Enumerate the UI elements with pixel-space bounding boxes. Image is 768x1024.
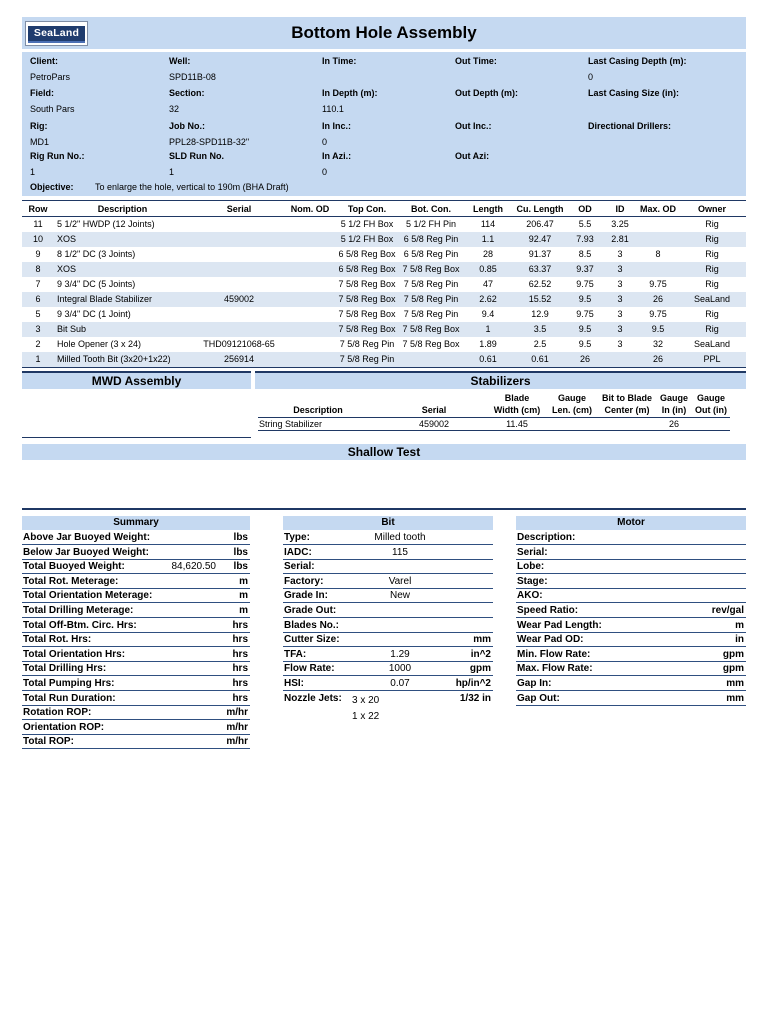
summary-unit: hrs [232, 663, 248, 675]
motor-unit: gpm [722, 648, 744, 660]
nozzle-jets-unit: 1/32 in [459, 692, 491, 704]
field-value: South Pars [30, 104, 75, 114]
section-label: Section: [169, 88, 205, 98]
bha-bottom-rule [22, 367, 746, 368]
bha-cell-max-od: 8 [655, 249, 661, 259]
bha-cell-row-no: 7 [35, 279, 41, 289]
bha-cell-top-con: 5 1/2 FH Box [340, 219, 394, 229]
summary-label: Total Orientation Hrs: [23, 648, 126, 660]
bha-cell-max-od: 26 [652, 354, 663, 364]
bottom-section-rule [22, 508, 746, 510]
motor-unit: in [735, 634, 744, 646]
sld-run-value: 1 [169, 167, 175, 177]
bha-cell-serial: THD09121068-65 [203, 339, 275, 349]
motor-label: Description: [517, 532, 576, 543]
motor-label: Gap In: [517, 678, 552, 689]
stab-col-gauge-len-2: Len. (cm) [551, 405, 592, 415]
summary-label: Total Orientation Meterage: [23, 590, 153, 602]
summary-row-rule [22, 748, 250, 749]
summary-label: Rotation ROP: [23, 707, 92, 719]
bha-cell-owner: Rig [705, 219, 719, 229]
job-no-value: PPL28-SPD11B-32" [169, 137, 250, 147]
summary-label: Total Pumping Hrs: [23, 678, 115, 689]
bha-cell-serial: 256914 [223, 354, 255, 364]
bha-cell-bot-con: 7 5/8 Reg Pin [403, 279, 459, 289]
bha-cell-row-no: 10 [32, 234, 43, 244]
out-depth-label: Out Depth (m): [455, 88, 518, 98]
bha-cell-serial: 459002 [223, 294, 255, 304]
bha-cell-top-con: 6 5/8 Reg Box [338, 249, 396, 259]
bha-cell-row-no: 9 [35, 249, 41, 259]
bha-cell-description: 5 1/2" HWDP (12 Joints) [57, 219, 155, 229]
job-no-label: Job No.: [169, 121, 205, 131]
bha-cell-bot-con: 7 5/8 Reg Box [402, 324, 460, 334]
bha-cell-description: 9 3/4" DC (1 Joint) [57, 309, 131, 319]
bha-cell-length: 1 [485, 324, 491, 334]
rig-run-value: 1 [30, 167, 36, 177]
bha-cell-length: 0.61 [479, 354, 497, 364]
bha-cell-bot-con: 7 5/8 Reg Pin [403, 309, 459, 319]
motor-row-rule [516, 588, 746, 589]
bha-top-rule [22, 200, 746, 201]
bha-cell-description: XOS [57, 264, 77, 274]
bha-cell-owner: Rig [705, 309, 719, 319]
motor-label: Lobe: [517, 561, 545, 573]
motor-row-rule [516, 705, 746, 706]
bha-cell-description: 9 3/4" DC (5 Joints) [57, 279, 136, 289]
bha-col-length: Length [473, 204, 503, 214]
bha-cell-max-od: 26 [652, 294, 663, 304]
bha-cell-description: Integral Blade Stabilizer [57, 294, 153, 304]
bit-label: HSI: [284, 678, 304, 689]
bha-cell-top-con: 7 5/8 Reg Box [338, 309, 396, 319]
mwd-bottom-rule [22, 437, 251, 438]
motor-row-rule [516, 544, 746, 545]
motor-label: Wear Pad Length: [517, 619, 602, 631]
bha-cell-od: 9.75 [576, 309, 594, 319]
summary-unit: m [239, 590, 248, 602]
bha-cell-bot-con: 7 5/8 Reg Box [402, 339, 460, 349]
bit-unit: gpm [469, 663, 491, 675]
bha-cell-description: Hole Opener (3 x 24) [57, 339, 142, 349]
bha-col-description: Description [97, 204, 148, 214]
bha-col-top-con: Top Con. [347, 204, 387, 214]
bha-col-nom-od: Nom. OD [290, 204, 330, 214]
bha-cell-description: 8 1/2" DC (3 Joints) [57, 249, 136, 259]
motor-row-rule [516, 573, 746, 574]
motor-label: Min. Flow Rate: [517, 648, 591, 660]
nozzle-jet-value: 1 x 22 [352, 710, 380, 722]
objective-label: Objective: [30, 182, 74, 192]
summary-label: Total Rot. Meterage: [23, 575, 119, 587]
bha-cell-bot-con: 6 5/8 Reg Pin [403, 249, 459, 259]
bha-cell-length: 2.62 [479, 294, 497, 304]
stab-header-rule [258, 417, 730, 418]
summary-unit: m [239, 575, 248, 587]
out-azi-label: Out Azi: [455, 151, 490, 161]
stab-col-serial: Serial [421, 405, 447, 415]
bha-cell-cu-length: 0.61 [531, 354, 549, 364]
bha-cell-owner: PPL [703, 354, 721, 364]
bha-cell-length: 28 [482, 249, 493, 259]
bha-col-owner: Owner [697, 204, 726, 214]
bha-cell-length: 1.1 [481, 234, 495, 244]
bha-cell-id: 3 [617, 309, 623, 319]
bha-col-row: Row [28, 204, 48, 214]
bit-label: Grade In: [284, 590, 328, 602]
client-value: PetroPars [30, 72, 71, 82]
motor-label: Max. Flow Rate: [517, 663, 593, 675]
motor-label: Speed Ratio: [517, 605, 579, 616]
summary-unit: lbs [233, 546, 248, 558]
bha-cell-owner: SeaLand [693, 339, 731, 349]
motor-unit: gpm [722, 663, 744, 675]
rig-value: MD1 [30, 137, 50, 147]
client-label: Client: [30, 56, 58, 66]
summary-label: Above Jar Buoyed Weight: [23, 532, 151, 543]
bha-cell-id: 3 [617, 324, 623, 334]
bha-cell-id: 2.81 [611, 234, 629, 244]
stab-col-gauge-in-1: Gauge [659, 393, 688, 403]
bha-col-id: ID [615, 204, 625, 214]
bha-cell-length: 114 [480, 219, 496, 229]
motor-unit: mm [726, 692, 744, 704]
stabilizers-header: Stabilizers [255, 373, 746, 389]
bha-cell-od: 9.5 [578, 294, 592, 304]
bha-col-bot-con: Bot. Con. [411, 204, 451, 214]
summary-unit: lbs [233, 532, 248, 543]
last-casing-depth-label: Last Casing Depth (m): [588, 56, 687, 66]
bha-cell-od: 9.5 [578, 324, 592, 334]
bha-cell-od: 7.93 [576, 234, 594, 244]
bha-cell-length: 0.85 [479, 264, 497, 274]
bha-cell-top-con: 7 5/8 Reg Box [338, 279, 396, 289]
bha-cell-cu-length: 2.5 [533, 339, 547, 349]
bha-cell-cu-length: 206.47 [526, 219, 554, 229]
bit-label: IADC: [284, 546, 312, 558]
bha-cell-od: 9.37 [576, 264, 594, 274]
bit-value: 1.29 [390, 648, 410, 660]
stab-col-blade-2: Width (cm) [493, 405, 541, 415]
bha-cell-row-no: 2 [35, 339, 41, 349]
summary-unit: hrs [232, 678, 248, 689]
bha-cell-length: 1.89 [479, 339, 497, 349]
sld-run-label: SLD Run No. [169, 151, 224, 161]
objective-value: To enlarge the hole, vertical to 190m (BHA Draft) [95, 182, 289, 192]
stab-col-gauge-out-2: Out (in) [695, 405, 727, 415]
bha-col-serial: Serial [226, 204, 252, 214]
bha-col-od: OD [578, 204, 592, 214]
bha-cell-bot-con: 7 5/8 Reg Box [402, 264, 460, 274]
bit-value: Varel [388, 575, 412, 587]
bit-label: Type: [284, 532, 310, 543]
bha-cell-owner: SeaLand [693, 294, 731, 304]
bha-cell-cu-length: 62.52 [528, 279, 552, 289]
bit-value: 1000 [388, 663, 412, 675]
bha-cell-owner: Rig [705, 249, 719, 259]
page-title: Bottom Hole Assembly [291, 23, 477, 42]
stab-row-gauge-in: 26 [668, 419, 679, 429]
bha-cell-od: 5.5 [578, 219, 592, 229]
bha-cell-top-con: 7 5/8 Reg Box [338, 294, 396, 304]
summary-label: Total Off-Btm. Circ. Hrs: [23, 619, 137, 631]
bha-cell-owner: Rig [705, 264, 719, 274]
shallow-test-header: Shallow Test [22, 444, 746, 460]
summary-label: Total Drilling Hrs: [23, 663, 107, 675]
summary-label: Total ROP: [23, 736, 74, 748]
summary-label: Orientation ROP: [23, 721, 105, 733]
stab-col-gauge-out-1: Gauge [696, 393, 725, 403]
bha-cell-cu-length: 15.52 [528, 294, 552, 304]
motor-header: Motor [516, 516, 746, 530]
bha-cell-owner: Rig [705, 234, 719, 244]
bha-cell-id: 3 [617, 249, 623, 259]
bit-value: 0.07 [390, 678, 410, 689]
in-azi-value: 0 [322, 167, 328, 177]
bit-unit: hp/in^2 [455, 678, 491, 689]
bha-cell-top-con: 5 1/2 FH Box [340, 234, 394, 244]
motor-unit: rev/gal [711, 605, 744, 616]
bha-cell-row-no: 6 [35, 294, 41, 304]
bha-cell-id: 3.25 [611, 219, 629, 229]
bha-cell-row-no: 5 [35, 309, 41, 319]
bha-cell-od: 26 [579, 354, 590, 364]
last-casing-depth-value: 0 [588, 72, 594, 82]
summary-label: Total Drilling Meterage: [23, 605, 134, 616]
bha-cell-description: XOS [57, 234, 77, 244]
bha-cell-od: 8.5 [578, 249, 592, 259]
bit-label: Cutter Size: [284, 634, 340, 646]
summary-unit: m/hr [226, 707, 248, 719]
bha-cell-od: 9.75 [576, 279, 594, 289]
summary-unit: hrs [232, 692, 248, 704]
bit-label: TFA: [284, 648, 307, 660]
summary-unit: m/hr [226, 736, 248, 748]
bha-cell-row-no: 8 [35, 264, 41, 274]
bha-col-max-od: Max. OD [639, 204, 676, 214]
bha-cell-top-con: 7 5/8 Reg Pin [339, 354, 395, 364]
bha-cell-length: 47 [482, 279, 493, 289]
bha-cell-id: 3 [617, 294, 623, 304]
bha-cell-owner: Rig [705, 279, 719, 289]
bit-label: Serial: [284, 561, 315, 573]
bha-col-cu-length: Cu. Length [516, 204, 564, 214]
summary-unit: hrs [232, 648, 248, 660]
motor-row-rule [516, 559, 746, 560]
bha-cell-max-od: 9.5 [651, 324, 665, 334]
well-label: Well: [169, 56, 191, 66]
bha-cell-cu-length: 12.9 [531, 309, 549, 319]
summary-unit: lbs [233, 561, 248, 573]
rig-run-label: Rig Run No.: [30, 151, 85, 161]
bha-cell-row-no: 3 [35, 324, 41, 334]
stab-col-bit-to-blade-1: Bit to Blade [601, 393, 652, 403]
summary-label: Total Buoyed Weight: [23, 561, 125, 573]
summary-unit: m/hr [226, 721, 248, 733]
field-label: Field: [30, 88, 54, 98]
bha-cell-owner: Rig [705, 324, 719, 334]
nozzle-jets-label: Nozzle Jets: [284, 692, 342, 704]
out-inc-label: Out Inc.: [455, 121, 492, 131]
last-casing-size-label: Last Casing Size (in): [588, 88, 680, 98]
motor-label: Wear Pad OD: [517, 634, 584, 646]
bit-unit: in^2 [470, 648, 491, 660]
bha-cell-row-no: 1 [35, 354, 41, 364]
stab-col-blade-1: Blade [504, 393, 530, 403]
bha-cell-id: 3 [617, 279, 623, 289]
bit-value: New [389, 590, 410, 602]
bit-label: Grade Out: [284, 605, 337, 616]
in-inc-value: 0 [322, 137, 328, 147]
stab-row-blade-width: 11.45 [506, 419, 528, 429]
stab-col-description: Description [293, 405, 343, 415]
summary-label: Total Rot. Hrs: [23, 634, 92, 646]
motor-label: Serial: [517, 546, 548, 558]
mwd-assembly-header: MWD Assembly [22, 373, 251, 389]
directional-drillers-label: Directional Drillers: [588, 121, 672, 131]
bha-cell-description: Milled Tooth Bit (3x20+1x22) [57, 354, 171, 364]
bha-header-rule [22, 216, 746, 217]
bha-cell-cu-length: 92.47 [528, 234, 552, 244]
bha-cell-od: 9.5 [578, 339, 592, 349]
stab-col-gauge-len-1: Gauge [557, 393, 586, 403]
bit-header: Bit [283, 516, 493, 530]
summary-unit: m [239, 605, 248, 616]
bha-cell-description: Bit Sub [57, 324, 87, 334]
bha-cell-row-no: 11 [33, 219, 43, 229]
summary-label: Total Run Duration: [23, 692, 116, 704]
bha-cell-id: 3 [617, 339, 623, 349]
bha-cell-cu-length: 63.37 [528, 264, 552, 274]
bit-value: 115 [392, 546, 408, 558]
section-value: 32 [169, 104, 180, 114]
summary-unit: hrs [232, 619, 248, 631]
well-value: SPD11B-08 [169, 72, 216, 82]
in-depth-value: 110.1 [322, 104, 344, 114]
motor-label: Stage: [517, 575, 548, 587]
bit-unit: mm [473, 634, 491, 646]
bit-label: Factory: [284, 575, 324, 587]
rig-label: Rig: [30, 121, 48, 131]
motor-unit: m [735, 619, 744, 631]
bha-cell-cu-length: 91.37 [528, 249, 552, 259]
in-time-label: In Time: [322, 56, 357, 66]
out-time-label: Out Time: [455, 56, 497, 66]
bit-label: Blades No.: [284, 619, 340, 631]
bha-cell-id: 3 [617, 264, 623, 274]
stab-bottom-rule [258, 430, 730, 431]
bha-cell-bot-con: 6 5/8 Reg Pin [403, 234, 459, 244]
logo-text: SeaLand [28, 26, 85, 41]
in-inc-label: In Inc.: [322, 121, 351, 131]
summary-label: Below Jar Buoyed Weight: [23, 546, 149, 558]
stab-col-bit-to-blade-2: Center (m) [604, 405, 650, 415]
stab-row-serial: 459002 [418, 419, 450, 429]
bha-cell-max-od: 9.75 [649, 309, 667, 319]
bha-cell-length: 9.4 [481, 309, 495, 319]
summary-value: 84,620.50 [171, 561, 216, 573]
bha-cell-cu-length: 3.5 [533, 324, 547, 334]
bha-cell-top-con: 7 5/8 Reg Pin [339, 339, 395, 349]
motor-unit: mm [726, 678, 744, 689]
bha-cell-top-con: 7 5/8 Reg Box [338, 324, 396, 334]
bha-cell-max-od: 9.75 [649, 279, 667, 289]
bha-cell-max-od: 32 [652, 339, 663, 349]
stab-row-description: String Stabilizer [259, 419, 323, 429]
bit-label: Flow Rate: [284, 663, 335, 675]
summary-header: Summary [22, 516, 250, 530]
stab-col-gauge-in-2: In (in) [661, 405, 687, 415]
nozzle-jet-value: 3 x 20 [352, 694, 380, 706]
in-depth-label: In Depth (m): [322, 88, 378, 98]
motor-label: Gap Out: [517, 692, 560, 704]
bha-cell-bot-con: 5 1/2 FH Pin [405, 219, 457, 229]
bha-cell-top-con: 6 5/8 Reg Box [338, 264, 396, 274]
motor-label: AKO: [517, 590, 543, 602]
bit-value: Milled tooth [374, 532, 426, 543]
in-azi-label: In Azi.: [322, 151, 352, 161]
summary-unit: hrs [232, 634, 248, 646]
bha-cell-bot-con: 7 5/8 Reg Pin [403, 294, 459, 304]
